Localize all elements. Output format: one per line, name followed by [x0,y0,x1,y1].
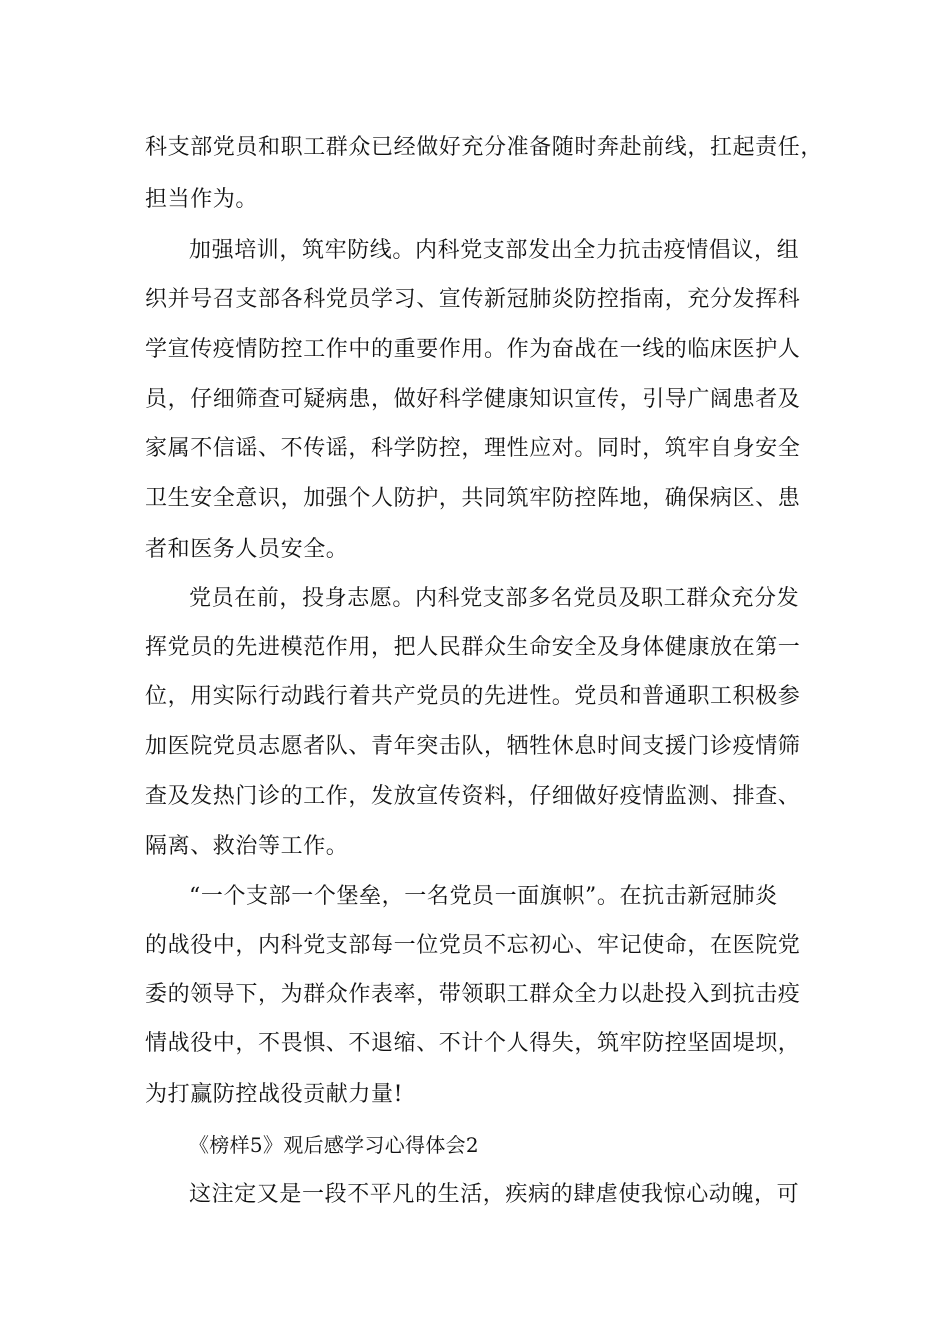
text-line-22: 这注定又是一段不平凡的生活，疾病的肆虐使我惊心动魄，可 [189,1182,800,1207]
paragraph-training-line-1: 加强培训，筑牢防线。内科党支部发出全力抗击疫情倡议，组 [189,238,800,263]
text-line-1: 科支部党员和职工群众已经做好充分准备随时奔赴前线，扛起责任， [145,135,824,160]
text-line-20: 为打赢防控战役贡献力量! [145,1082,404,1107]
text-line-13: 加医院党员志愿者队、青年突击队，牺牲休息时间支援门诊疫情筛 [145,734,801,759]
paragraph-volunteer-line-1: 党员在前，投身志愿。内科党支部多名党员及职工群众充分发 [189,586,800,611]
text-line-11: 挥党员的先进模范作用，把人民群众生命安全及身体健康放在第一 [145,635,801,660]
text-line-17: 的战役中，内科党支部每一位党员不忘初心、牢记使命，在医院党 [145,933,801,958]
paragraph-quote-line-1: “一个支部一个堡垒，一名党员一面旗帜”。在抗击新冠肺炎 [189,884,778,909]
text-line-5: 学宣传疫情防控工作中的重要作用。作为奋战在一线的临床医护人 [145,337,801,362]
section-heading: 《榜样5》观后感学习心得体会2 [189,1133,479,1157]
text-line-7: 家属不信谣、不传谣，科学防控，理性应对。同时，筑牢自身安全 [145,436,801,461]
text-line-2: 担当作为。 [145,187,259,212]
text-line-15: 隔离、救治等工作。 [145,834,349,859]
text-line-6: 员，仔细筛查可疑病患，做好科学健康知识宣传，引导广阔患者及 [145,387,801,412]
text-line-8: 卫生安全意识，加强个人防护，共同筑牢防控阵地，确保病区、患 [145,486,801,511]
text-line-9: 者和医务人员安全。 [145,537,349,562]
text-line-19: 情战役中，不畏惧、不退缩、不计个人得失，筑牢防控坚固堤坝， [145,1031,801,1056]
text-line-14: 查及发热门诊的工作，发放宣传资料，仔细做好疫情监测、排查、 [145,784,801,809]
text-line-12: 位，用实际行动践行着共产党员的先进性。党员和普通职工积极参 [145,684,801,709]
text-line-4: 织并号召支部各科党员学习、宣传新冠肺炎防控指南，充分发挥科 [145,287,801,312]
text-line-18: 委的领导下，为群众作表率，带领职工群众全力以赴投入到抗击疫 [145,982,801,1007]
